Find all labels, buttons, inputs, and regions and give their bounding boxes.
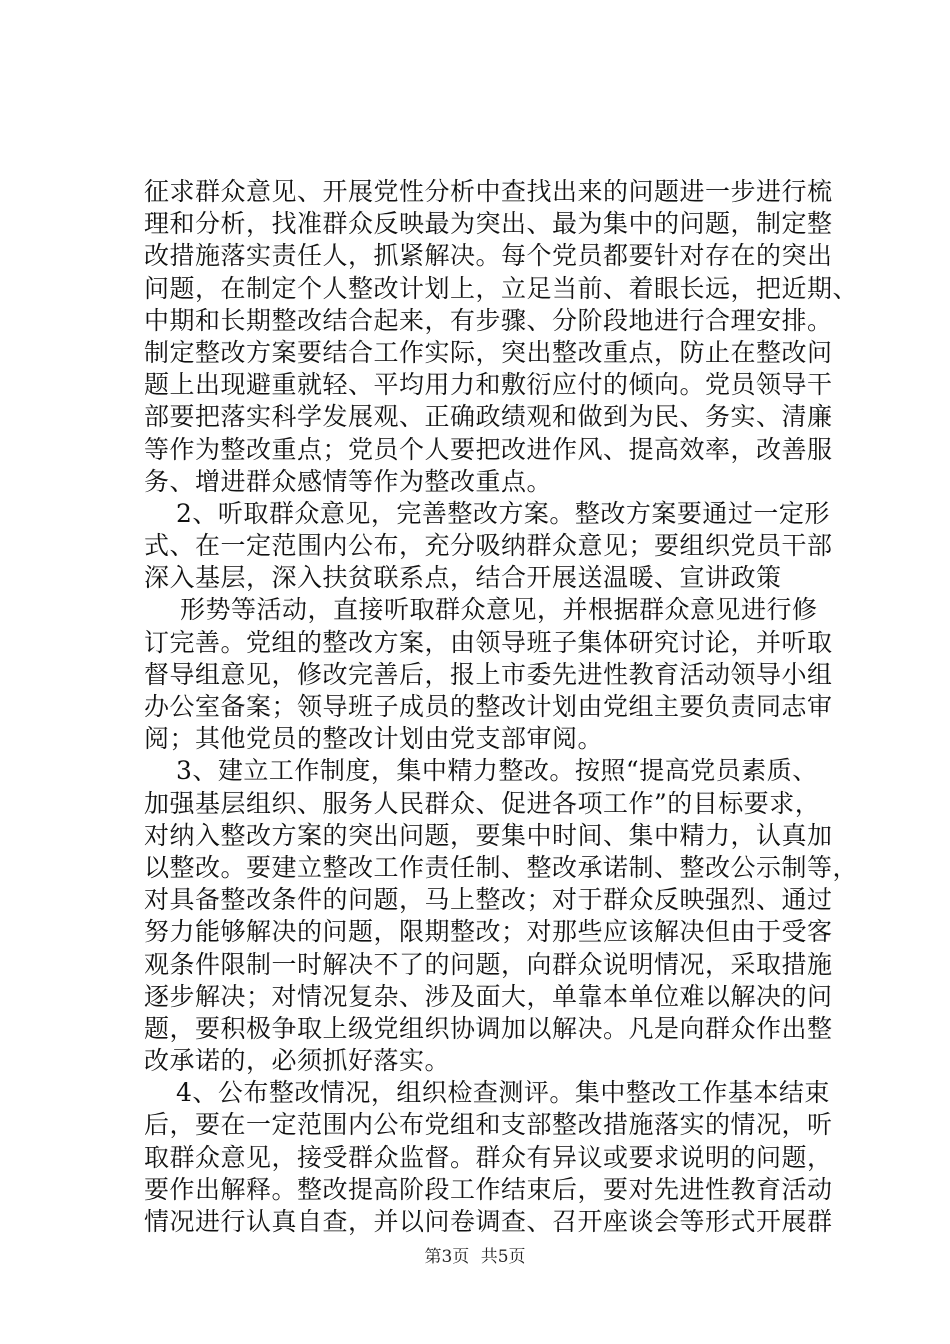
text-line: 督导组意见，修改完善后，报上市委先进性教育活动领导小组 [144,659,833,689]
text-line: 征求群众意见、开展党性分析中查找出来的问题进一步进行梳 [144,177,833,206]
text-line: 取群众意见，接受群众监督。群众有异议或要求说明的问题， [144,1142,833,1172]
total-pages: 共5页 [480,1247,526,1267]
text-line: 中期和长期整改结合起来，有步骤、分阶段地进行合理安排。 [144,305,833,335]
body-text [144,176,859,1238]
text-line: 对具备整改条件的问题，马上整改；对于群众反映强烈、通过 [144,885,833,915]
text-line: 等作为整改重点；党员个人要把改进作风、提高效率，改善服 [144,434,833,464]
text-line: 加强基层组织、服务人民群众、促进各项工作”的目标要求， [144,788,821,818]
paragraph-start-line: 3、建立工作制度，集中精力整改。按照“提高党员素质、 [176,756,818,786]
text-line: 逐步解决；对情况复杂、涉及面大，单靠本单位难以解决的问 [144,981,833,1011]
text-line: 制定整改方案要结合工作实际，突出整改重点，防止在整改问 [144,337,833,367]
text-line: 形势等活动，直接听取群众意见，并根据群众意见进行修 [180,595,818,625]
page-footer [0,1242,950,1267]
text-line: 务、增进群众感情等作为整改重点。 [144,466,553,496]
text-line: 情况进行认真自查，并以问卷调查、召开座谈会等形式开展群 [144,1207,833,1236]
page-number: 第3页 [424,1247,470,1267]
text-line: 改措施落实责任人，抓紧解决。每个党员都要针对存在的突出 [144,241,833,271]
text-line: 题上出现避重就轻、平均用力和敷衍应付的倾向。党员领导干 [144,370,833,400]
text-line: 改承诺的，必须抓好落实。 [144,1046,451,1076]
text-line: 订完善。党组的整改方案，由领导班子集体研究讨论，并听取 [144,627,833,657]
text-line: 深入基层，深入扶贫联系点，结合开展送温暖、宣讲政策 [144,563,782,593]
text-line: 观条件限制一时解决不了的问题，向群众说明情况，采取措施 [144,949,833,979]
text-line: 问题，在制定个人整改计划上，立足当前、着眼长远，把近期、 [144,273,859,303]
text-line: 阅；其他党员的整改计划由党支部审阅。 [144,724,604,754]
text-line: 努力能够解决的问题，限期整改；对那些应该解决但由于受客 [144,917,833,947]
paragraph-start-line: 4、公布整改情况，组织检查测评。集中整改工作基本结束 [176,1078,830,1108]
text-line: 题，要积极争取上级党组织协调加以解决。凡是向群众作出整 [144,1013,833,1043]
text-line: 式、在一定范围内公布，充分吸纳群众意见；要组织党员干部 [144,531,833,561]
text-line: 办公室备案；领导班子成员的整改计划由党组主要负责同志审 [144,692,833,721]
paragraph-start-line: 2、听取群众意见，完善整改方案。整改方案要通过一定形 [176,498,830,528]
text-line: 后，要在一定范围内公布党组和支部整改措施落实的情况，听 [144,1110,833,1140]
text-line: 对纳入整改方案的突出问题，要集中时间、集中精力，认真加 [144,820,833,850]
text-line: 要作出解释。整改提高阶段工作结束后，要对先进性教育活动 [144,1174,833,1204]
text-line: 理和分析，找准群众反映最为突出、最为集中的问题，制定整 [144,209,833,239]
text-line: 以整改。要建立整改工作责任制、整改承诺制、整改公示制等， [144,852,859,882]
text-line: 部要把落实科学发展观、正确政绩观和做到为民、务实、清廉 [144,402,833,432]
